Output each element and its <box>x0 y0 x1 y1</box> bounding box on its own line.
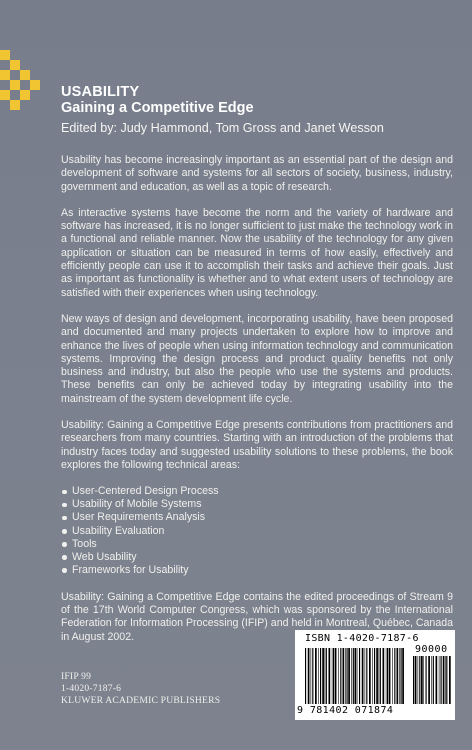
barcode-bar <box>311 648 312 704</box>
barcode-bar <box>431 656 432 704</box>
barcode-bar <box>436 656 438 704</box>
barcode-bar <box>325 648 326 704</box>
list-item: Usability Evaluation <box>61 525 453 538</box>
barcode-bar <box>428 656 430 704</box>
barcode-bar <box>355 648 357 704</box>
list-item: User-Centered Design Process <box>61 485 453 498</box>
barcode-bar <box>418 656 419 704</box>
barcode-bar <box>365 648 366 704</box>
barcode-bar <box>392 648 393 704</box>
barcode-addon-bars <box>413 656 451 704</box>
barcode-bar <box>348 648 350 704</box>
barcode-block <box>295 630 455 720</box>
barcode-bar <box>357 648 358 704</box>
barcode-bar <box>402 648 404 704</box>
barcode-ean-digits: 9 781402 071874 <box>297 705 394 716</box>
barcode-bar <box>449 656 451 704</box>
barcode-bar <box>320 648 321 704</box>
barcode-bar <box>439 656 440 704</box>
description <box>61 154 453 657</box>
list-item: Web Usability <box>61 551 453 564</box>
publisher-name: KLUWER ACADEMIC PUBLISHERS <box>61 695 221 707</box>
paragraph-3: New ways of design and development, incorporating usability, have been proposed and documented and many projects undertaken to explore how to improve and enhance the lives of people when using information technology and communication systems. Improving the design process and product quality benefits not only business and industry, but also the people who use the systems and products. These benefits can only be achieved today by integrating usability into the mainstream of the system development life cycle. <box>61 312 453 405</box>
checker-pattern <box>0 0 60 110</box>
barcode-bar <box>443 656 445 704</box>
list-item: Tools <box>61 538 453 551</box>
series-number: IFIP 99 <box>61 671 92 682</box>
barcode-bar <box>419 656 420 704</box>
paragraph-2: As interactive systems have become the norm and the variety of hardware and software has increased, it is no longer sufficient to just make the technology work in a functional and reliable manner. Now the usability of the technology for any given application or situation can be measured in terms of how easily, effectively and efficiently people can use it to accomplish their tasks and achieve their goals. Just as important as functionality is whether and to what extent users of technology are satisfied with their experiences when using technology. <box>61 206 453 299</box>
barcode-bar <box>441 656 442 704</box>
barcode-bar <box>366 648 367 704</box>
book-editors: Edited by: Judy Hammond, Tom Gross and Janet Wesson <box>61 121 384 135</box>
list-item: Frameworks for Usability <box>61 564 453 577</box>
list-item: User Requirements Analysis <box>61 511 453 524</box>
barcode-bar <box>345 648 346 704</box>
barcode-bar <box>338 648 339 704</box>
barcode-bar <box>376 648 378 704</box>
paragraph-4: Usability: Gaining a Competitive Edge presents contributions from practitioners and researchers from many countries. Starting with an introduction of the problems that industry faces today and suggested usability solutions to these problems, the book explores the following technical areas: <box>61 419 453 471</box>
barcode-bar <box>399 648 400 704</box>
paragraph-1: Usability has become increasingly important as an essential part of the design and development of software and systems for all sectors of society, business, industry, government and education, as well as a topic of research. <box>61 154 453 193</box>
barcode-bar <box>359 648 360 704</box>
barcode-bar <box>312 648 313 704</box>
book-subtitle: Gaining a Competitive Edge <box>61 100 254 116</box>
barcode-bar <box>415 656 417 704</box>
barcode-bar <box>372 648 373 704</box>
barcode-bar <box>386 648 387 704</box>
barcode-bar <box>394 648 395 704</box>
barcode-bar <box>433 656 434 704</box>
barcode-bar <box>329 648 331 704</box>
barcode-bar <box>335 648 337 704</box>
barcode-bar <box>351 648 352 704</box>
barcode-bar <box>446 656 447 704</box>
barcode-bar <box>401 648 402 704</box>
barcode-bar <box>387 648 388 704</box>
barcode-main-bars <box>305 648 405 704</box>
barcode-bar <box>340 648 341 704</box>
barcode-bar <box>315 648 317 704</box>
barcode-bar <box>426 656 427 704</box>
barcode-bar <box>333 648 334 704</box>
barcode-bar <box>322 648 324 704</box>
footer-isbn: 1-4020-7187-6 <box>61 683 122 695</box>
barcode-price-code: 90000 <box>415 644 448 655</box>
barcode-bar <box>318 648 319 704</box>
barcode-bar <box>389 648 391 704</box>
barcode-bar <box>332 648 333 704</box>
barcode-bar <box>379 648 380 704</box>
barcode-bar <box>413 656 414 704</box>
barcode-bar <box>445 656 446 704</box>
publisher-footer <box>61 671 220 708</box>
barcode-bar <box>423 656 424 704</box>
book-header <box>61 84 401 136</box>
list-item: Usability of Mobile Systems <box>61 498 453 511</box>
barcode-bar <box>305 648 306 704</box>
barcode-bar <box>374 648 375 704</box>
barcode-bar <box>421 656 423 704</box>
barcode-bar <box>308 648 310 704</box>
barcode-bar <box>347 648 348 704</box>
book-title: USABILITY <box>61 84 140 100</box>
barcode-bar <box>383 648 385 704</box>
barcode-isbn-label: ISBN 1-4020-7187-6 <box>305 633 419 644</box>
barcode-bar <box>362 648 364 704</box>
barcode-bar <box>369 648 371 704</box>
technical-areas-list <box>61 485 453 577</box>
barcode-bar <box>380 648 381 704</box>
paragraph-5: Usability: Gaining a Competitive Edge contains the edited proceedings of Stream 9 of the 17th World Computer Congress, which was sponsored by the International Federation for Information Processing (IFIP) and held in Montreal, Québec, Canada in August 2002. <box>61 590 453 643</box>
barcode-bar <box>326 648 327 704</box>
barcode-bar <box>397 648 399 704</box>
barcode-bar <box>343 648 345 704</box>
barcode-bar <box>353 648 354 704</box>
